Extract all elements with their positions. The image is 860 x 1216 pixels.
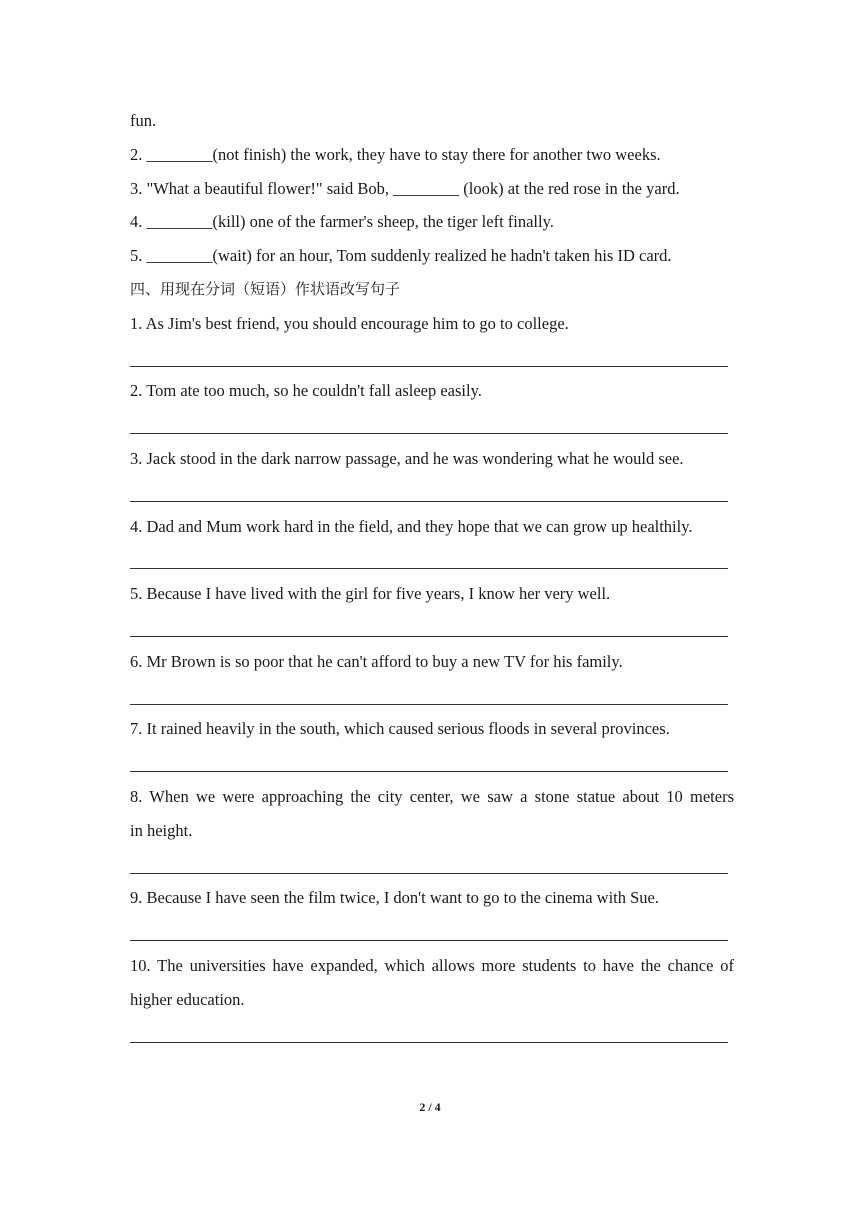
rewrite-question-6: 6. Mr Brown is so poor that he can't afford to buy a new TV for his family. bbox=[130, 651, 623, 671]
exercise-continuation: fun. bbox=[130, 111, 157, 130]
answer-line-9[interactable] bbox=[130, 915, 734, 949]
answer-line-5[interactable] bbox=[130, 611, 734, 645]
rewrite-question-3: 3. Jack stood in the dark narrow passage, and he was wondering what he would see. bbox=[130, 448, 684, 468]
fill-blank-item-5: 5. ________(wait) for an hour, Tom suddenly realized he hadn't taken his ID card. bbox=[130, 246, 672, 266]
answer-line-10[interactable] bbox=[130, 1017, 734, 1051]
rewrite-question-8: 8. When we were approaching the city center, we saw a stone statue about 10 meters bbox=[130, 786, 734, 806]
rewrite-question-1: 1. As Jim's best friend, you should encourage him to go to college. bbox=[130, 313, 569, 333]
answer-line-6[interactable] bbox=[130, 679, 734, 713]
rewrite-question-2: 2. Tom ate too much, so he couldn't fall asleep easily. bbox=[130, 381, 482, 401]
rewrite-question-4: 4. Dad and Mum work hard in the field, and they hope that we can grow up healthily. bbox=[130, 516, 693, 536]
section-title: 四、用现在分词（短语）作状语改写句子 bbox=[130, 279, 401, 298]
rewrite-question-5: 5. Because I have lived with the girl for five years, I know her very well. bbox=[130, 584, 611, 604]
rewrite-question-10-continued: higher education. bbox=[130, 989, 245, 1009]
fill-blank-item-2: 2. ________(not finish) the work, they have to stay there for another two weeks. bbox=[130, 144, 661, 164]
rewrite-question-7: 7. It rained heavily in the south, which caused serious floods in several provinces. bbox=[130, 719, 670, 739]
answer-line-7[interactable] bbox=[130, 746, 734, 780]
rewrite-question-9: 9. Because I have seen the film twice, I don't want to go to the cinema with Sue. bbox=[130, 888, 659, 908]
page-number: 2 / 4 bbox=[419, 1100, 441, 1114]
fill-blank-item-3: 3. "What a beautiful flower!" said Bob, ________ (look) at the red rose in the yard. bbox=[130, 178, 680, 198]
answer-line-3[interactable] bbox=[130, 476, 734, 510]
rewrite-question-8-continued: in height. bbox=[130, 820, 193, 840]
answer-line-2[interactable] bbox=[130, 408, 734, 442]
fill-blank-item-4: 4. ________(kill) one of the farmer's sheep, the tiger left finally. bbox=[130, 212, 554, 232]
rewrite-question-10: 10. The universities have expanded, which allows more students to have the chance of bbox=[130, 955, 734, 975]
answer-line-1[interactable] bbox=[130, 341, 734, 375]
answer-line-4[interactable] bbox=[130, 543, 734, 577]
answer-line-8[interactable] bbox=[130, 848, 734, 882]
worksheet-page bbox=[130, 104, 734, 1050]
